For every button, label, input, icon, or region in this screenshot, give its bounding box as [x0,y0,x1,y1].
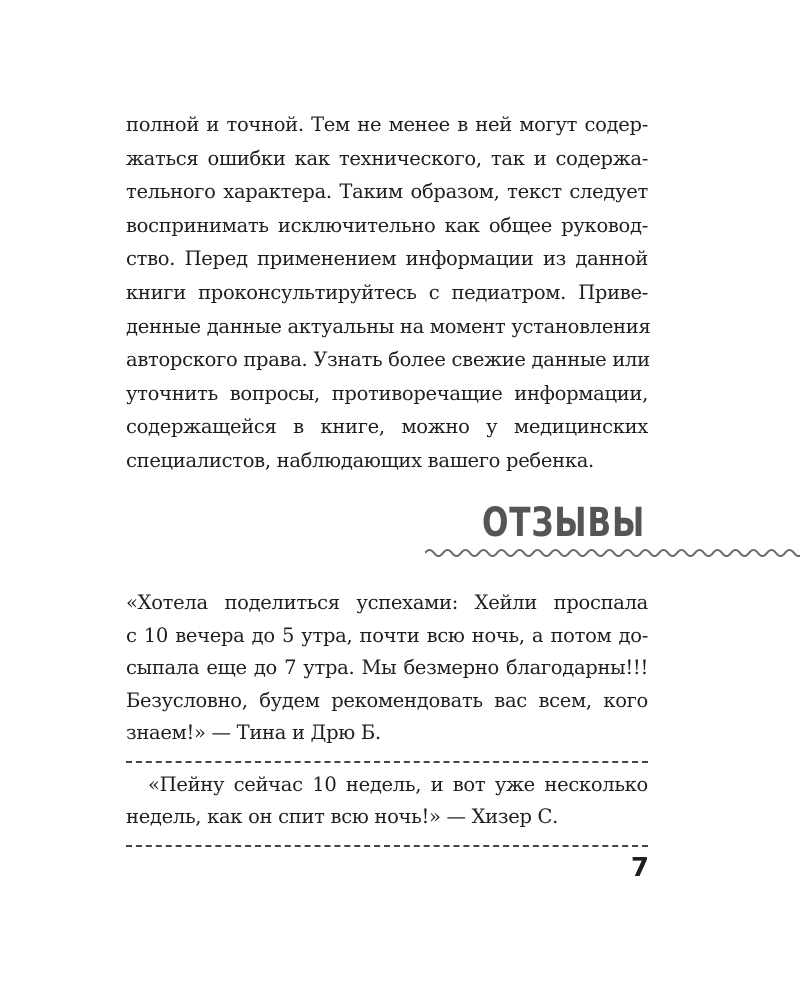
dashed-separator [126,761,648,763]
intro-line: воспринимать исключительно как общее руковод- [126,213,648,237]
wavy-divider [425,546,800,560]
dashed-separator [126,845,648,847]
review-line: Безусловно, будем рекомендовать вас всем, кого [126,688,648,712]
intro-line: ство. Перед применением информации из данной [126,247,648,271]
review-line: «Пейну сейчас 10 недель, и вот уже несколько [148,772,648,796]
review-line: знаем!» — Тина и Дрю Б. [126,721,381,744]
intro-line: авторского права. Узнать более свежие данные или [126,348,650,372]
review-line: недель, как он спит всю ночь!» — Хизер С. [126,805,559,828]
intro-paragraph [126,108,651,478]
section-title: ОТЗЫВЫ [481,500,645,546]
page-number: 7 [630,853,649,883]
review-item [126,587,648,755]
review-item [126,769,648,839]
intro-line: денные данные актуальны на момент установления [126,314,651,338]
reviews-list [126,587,648,853]
intro-line: тельного характера. Таким образом, текст следует [126,180,648,204]
review-line: «Хотела поделиться успехами: Хейли проспала [126,591,648,614]
review-line: сыпала еще до 7 утра. Мы безмерно благодарны!!! [126,656,648,679]
intro-line: специалистов, наблюдающих вашего ребенка. [126,448,594,472]
intro-line: содержащейся в книге, можно у медицинских [126,415,648,439]
review-line: с 10 вечера до 5 утра, почти всю ночь, а потом до- [126,623,648,647]
intro-line: уточнить вопросы, противоречащие информации, [126,381,648,405]
intro-line: жаться ошибки как технического, так и содержа- [126,146,648,170]
intro-line: полной и точной. Тем не менее в ней могут содер- [126,113,648,136]
intro-line: книги проконсультируйтесь с педиатром. Приве- [126,280,648,304]
